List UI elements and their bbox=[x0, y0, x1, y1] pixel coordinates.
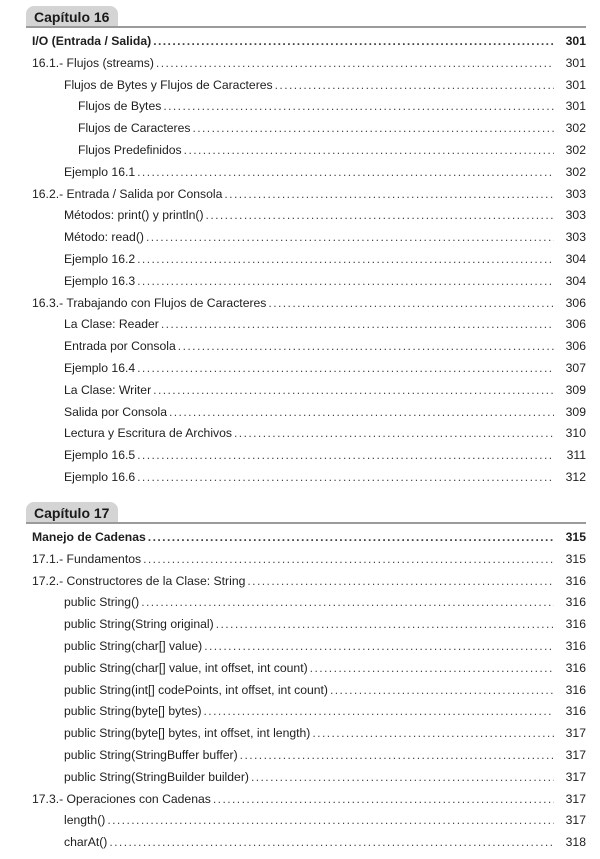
chapter-header bbox=[0, 502, 600, 524]
dot-leader bbox=[204, 703, 554, 719]
dot-leader bbox=[213, 791, 554, 807]
toc-entry bbox=[0, 524, 600, 545]
toc-entry bbox=[0, 464, 600, 485]
dot-leader bbox=[251, 769, 554, 785]
toc-entry-title: La Clase: Reader bbox=[64, 317, 159, 332]
dot-leader bbox=[153, 382, 554, 398]
toc-entry-page: 304 bbox=[565, 252, 586, 266]
dot-leader bbox=[184, 142, 554, 158]
toc-entry bbox=[0, 807, 600, 828]
toc-entry-title: Ejemplo 16.4 bbox=[64, 361, 136, 375]
toc-entry bbox=[0, 742, 600, 763]
toc-entry-page: 318 bbox=[565, 835, 586, 850]
toc-entry-page: 316 bbox=[565, 704, 586, 719]
dot-leader bbox=[268, 295, 554, 311]
toc-entry bbox=[0, 202, 600, 223]
toc-entry-title: Salida por Consola bbox=[64, 404, 167, 419]
dot-leader bbox=[137, 251, 554, 267]
toc-entry-page: 310 bbox=[565, 426, 586, 441]
toc-entry bbox=[0, 829, 600, 850]
toc-entry bbox=[0, 442, 600, 463]
toc-entry-page: 316 bbox=[565, 660, 586, 675]
dot-leader bbox=[234, 425, 554, 441]
dot-leader bbox=[163, 98, 554, 114]
toc-entry bbox=[0, 720, 600, 741]
dot-leader bbox=[109, 834, 554, 850]
toc-entry-title: Flujos Predefinidos bbox=[78, 143, 182, 157]
toc-entry-title: 17.1.- Fundamentos bbox=[32, 551, 142, 566]
toc-entry-page: 316 bbox=[565, 595, 586, 610]
dot-leader bbox=[169, 404, 554, 420]
toc-entry bbox=[0, 333, 600, 354]
toc-entry-page: 306 bbox=[565, 317, 586, 332]
dot-leader bbox=[310, 660, 554, 676]
chapter-16-section bbox=[0, 6, 600, 28]
toc-entry-page: 315 bbox=[565, 551, 586, 566]
toc-entry-page: 315 bbox=[565, 530, 586, 544]
toc-entry-title: 16.1.- Flujos (streams) bbox=[32, 55, 154, 70]
dot-leader bbox=[148, 529, 554, 545]
toc-entry bbox=[0, 355, 600, 376]
toc-entry bbox=[0, 159, 600, 180]
toc-entry-page: 317 bbox=[565, 748, 586, 762]
toc-entry-title: public String(int[] codePoints, int offset, int count) bbox=[64, 682, 328, 697]
chapter-header bbox=[0, 6, 600, 28]
dot-leader bbox=[137, 360, 554, 376]
toc-entry-title: 16.2.- Entrada / Salida por Consola bbox=[32, 186, 223, 201]
toc-entry bbox=[0, 311, 600, 332]
chapter-title: Capítulo 17 bbox=[26, 502, 118, 524]
toc-entry-title: length() bbox=[64, 813, 106, 828]
toc-entry-title: Ejemplo 16.3 bbox=[64, 273, 136, 288]
toc-entry-page: 306 bbox=[565, 339, 586, 354]
toc-entry-page: 302 bbox=[565, 143, 586, 157]
toc-entry-page: 316 bbox=[565, 682, 586, 697]
toc-entry-title: charAt() bbox=[64, 835, 108, 850]
dot-leader bbox=[192, 120, 554, 136]
toc-entry-title: Flujos de Bytes y Flujos de Caracteres bbox=[64, 77, 273, 92]
chapter-title: Capítulo 16 bbox=[26, 6, 118, 28]
toc-entry bbox=[0, 50, 600, 71]
toc-entry bbox=[0, 633, 600, 654]
toc-entry-page: 317 bbox=[565, 813, 586, 828]
toc-entry-title: public String(StringBuffer buffer) bbox=[64, 748, 238, 762]
dot-leader bbox=[146, 229, 554, 245]
chapter-17-section bbox=[0, 502, 600, 524]
toc-entry-page: 302 bbox=[565, 164, 586, 179]
toc-entry-page: 309 bbox=[565, 382, 586, 397]
toc-entry bbox=[0, 224, 600, 245]
dot-leader bbox=[312, 725, 554, 741]
toc-entry bbox=[0, 137, 600, 158]
toc-entry-title: public String(String original) bbox=[64, 617, 214, 632]
toc-entry bbox=[0, 246, 600, 267]
toc-entry bbox=[0, 377, 600, 398]
dot-leader bbox=[247, 573, 554, 589]
dot-leader bbox=[240, 747, 554, 763]
toc-entry-page: 306 bbox=[565, 295, 586, 310]
toc-entry-page: 302 bbox=[565, 121, 586, 136]
toc-entry-title: public String(byte[] bytes) bbox=[64, 704, 202, 719]
toc-entry-page: 309 bbox=[565, 404, 586, 419]
dot-leader bbox=[204, 638, 554, 654]
dot-leader bbox=[141, 594, 554, 610]
toc-entry bbox=[0, 655, 600, 676]
toc-entry bbox=[0, 268, 600, 289]
toc-entry-title: public String(char[] value) bbox=[64, 639, 203, 653]
toc-entry-title: Lectura y Escritura de Archivos bbox=[64, 426, 232, 441]
toc-entry bbox=[0, 115, 600, 136]
toc-entry bbox=[0, 589, 600, 610]
dot-leader bbox=[137, 469, 554, 485]
toc-entry-page: 311 bbox=[566, 448, 586, 463]
toc-entry-page: 317 bbox=[565, 791, 586, 806]
toc-entry-title: Ejemplo 16.1 bbox=[64, 164, 136, 179]
toc-entry-title: public String(char[] value, int offset, int count) bbox=[64, 660, 308, 675]
toc-entry bbox=[0, 181, 600, 202]
toc-entry-title: Manejo de Cadenas bbox=[32, 530, 146, 544]
toc-entry-page: 316 bbox=[565, 617, 586, 632]
toc-entry-page: 317 bbox=[565, 769, 586, 784]
toc-entry bbox=[0, 764, 600, 785]
toc-entry bbox=[0, 698, 600, 719]
toc-entry-title: public String() bbox=[64, 595, 140, 610]
toc-entry-title: Ejemplo 16.5 bbox=[64, 448, 136, 463]
toc-entry bbox=[0, 399, 600, 420]
toc-entry-title: Método: read() bbox=[64, 230, 144, 245]
dot-leader bbox=[224, 186, 554, 202]
toc-entry bbox=[0, 28, 600, 49]
toc-entry-title: 17.3.- Operaciones con Cadenas bbox=[32, 791, 211, 806]
toc-entry-title: Flujos de Caracteres bbox=[78, 121, 191, 136]
dot-leader bbox=[206, 207, 554, 223]
toc-entry bbox=[0, 546, 600, 567]
dot-leader bbox=[330, 682, 554, 698]
toc-entry-title: Ejemplo 16.2 bbox=[64, 252, 136, 266]
toc-entry-page: 303 bbox=[565, 186, 586, 201]
toc-entry-title: Entrada por Consola bbox=[64, 339, 176, 354]
toc-entry bbox=[0, 677, 600, 698]
toc-entry-page: 316 bbox=[565, 573, 586, 588]
dot-leader bbox=[153, 33, 554, 49]
toc-entry bbox=[0, 72, 600, 93]
dot-leader bbox=[137, 447, 554, 463]
toc-entry-page: 312 bbox=[565, 470, 586, 484]
dot-leader bbox=[275, 77, 554, 93]
toc-entry bbox=[0, 290, 600, 311]
toc-entry bbox=[0, 568, 600, 589]
dot-leader bbox=[137, 273, 554, 289]
dot-leader bbox=[178, 338, 554, 354]
toc-entry-title: 16.3.- Trabajando con Flujos de Caracteres bbox=[32, 295, 267, 310]
dot-leader bbox=[156, 55, 554, 71]
toc-entry bbox=[0, 93, 600, 114]
toc-entry-page: 307 bbox=[565, 361, 586, 375]
toc-entry-title: Flujos de Bytes bbox=[78, 99, 162, 114]
toc-entry bbox=[0, 611, 600, 632]
dot-leader bbox=[143, 551, 554, 567]
toc-entry bbox=[0, 420, 600, 441]
toc-entry-title: public String(byte[] bytes, int offset, int length) bbox=[64, 726, 311, 741]
dot-leader bbox=[107, 812, 554, 828]
toc-entry-page: 316 bbox=[565, 639, 586, 653]
toc-entry-title: Ejemplo 16.6 bbox=[64, 470, 136, 484]
toc-entry-title: public String(StringBuilder builder) bbox=[64, 769, 249, 784]
dot-leader bbox=[216, 616, 554, 632]
toc-entry-page: 301 bbox=[565, 34, 586, 48]
toc-entry bbox=[0, 786, 600, 807]
toc-entry-page: 317 bbox=[565, 726, 586, 741]
toc-entry-title: Métodos: print() y println() bbox=[64, 208, 204, 223]
toc-entry-page: 301 bbox=[565, 55, 586, 70]
toc-entry-page: 301 bbox=[565, 77, 586, 92]
toc-entry-page: 303 bbox=[565, 208, 586, 223]
toc-entry-title: La Clase: Writer bbox=[64, 382, 152, 397]
toc-entry-page: 304 bbox=[565, 273, 586, 288]
toc-entry-title: 17.2.- Constructores de la Clase: String bbox=[32, 573, 246, 588]
toc-entry-page: 303 bbox=[565, 230, 586, 245]
dot-leader bbox=[161, 316, 554, 332]
toc-entry-page: 301 bbox=[565, 99, 586, 114]
toc-entry-title: I/O (Entrada / Salida) bbox=[32, 34, 152, 48]
dot-leader bbox=[137, 164, 554, 180]
